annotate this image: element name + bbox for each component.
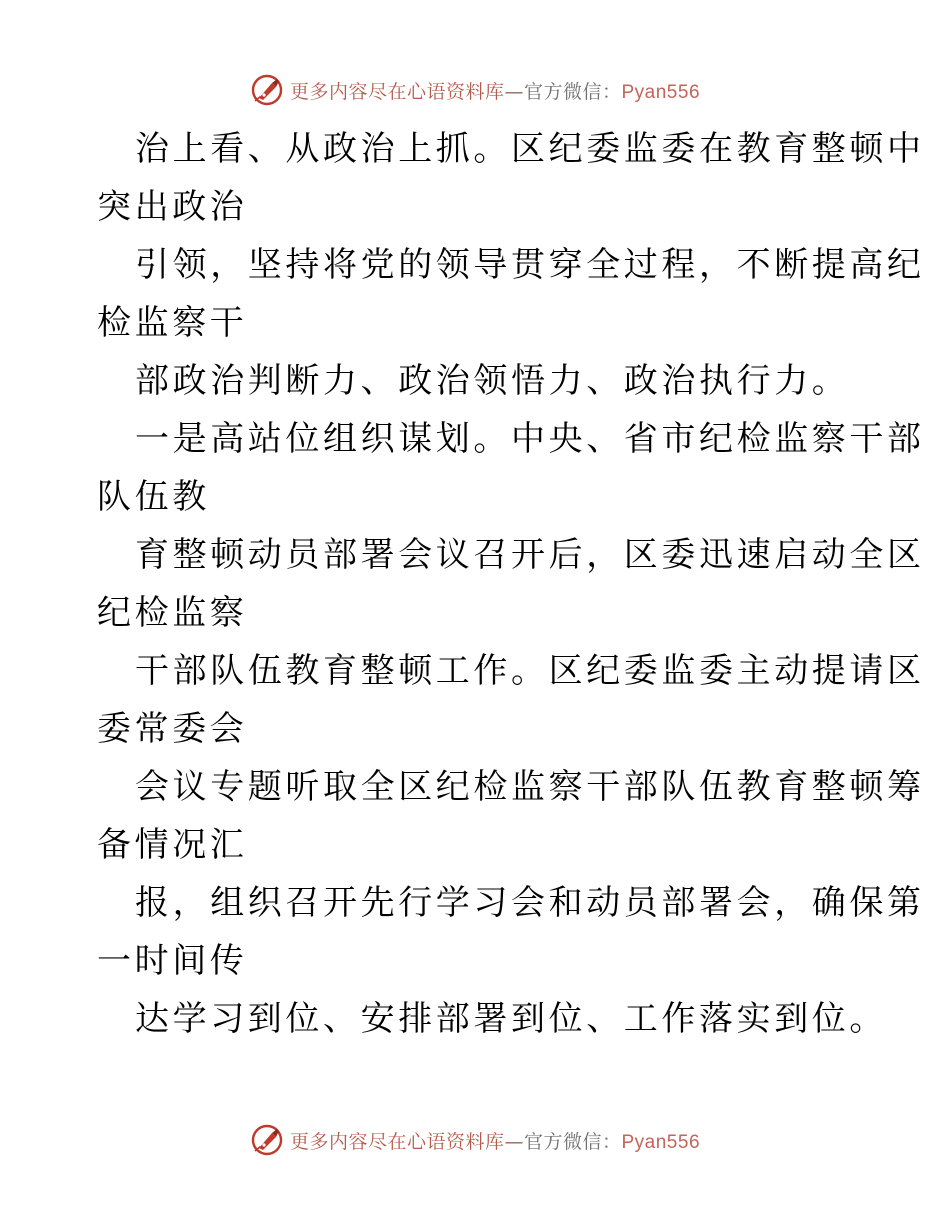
body-line: 干部队伍教育整顿工作。区纪委监委主动提请区	[135, 651, 925, 691]
body-line: 队伍教	[97, 477, 210, 517]
body-line: 备情况汇	[97, 825, 248, 865]
header-weixin-id: Pyan556	[621, 81, 701, 103]
body-line: 一是高站位组织谋划。中央、省市纪检监察干部	[135, 419, 925, 459]
body-line: 育整顿动员部署会议召开后，区委迅速启动全区	[135, 535, 925, 575]
header-dash: —	[504, 80, 524, 103]
body-line: 纪检监察	[97, 593, 248, 633]
body-line: 达学习到位、安排部署到位、工作落实到位。	[135, 999, 887, 1039]
footer-banner	[0, 1120, 950, 1160]
body-line: 治上看、从政治上抓。区纪委监委在教育整顿中	[135, 129, 925, 169]
pen-nib-logo-icon	[250, 1123, 284, 1157]
footer-weixin-id: Pyan556	[621, 1131, 701, 1153]
header-banner	[0, 70, 950, 110]
pen-nib-logo-icon	[250, 73, 284, 107]
body-line: 报，组织召开先行学习会和动员部署会，确保第	[135, 883, 925, 923]
header-brand-text: 更多内容尽在心语资料库	[289, 80, 505, 103]
footer-banner-text	[290, 1127, 700, 1154]
footer-weixin-label: 官方微信：	[523, 1130, 622, 1153]
footer-dash: —	[504, 1130, 524, 1153]
footer-brand-text: 更多内容尽在心语资料库	[289, 1130, 505, 1153]
header-weixin-label: 官方微信：	[523, 80, 622, 103]
body-line: 一时间传	[97, 941, 248, 981]
body-line: 委常委会	[97, 709, 248, 749]
body-line: 部政治判断力、政治领悟力、政治执行力。	[135, 361, 850, 401]
header-banner-text	[290, 77, 700, 104]
body-line: 引领，坚持将党的领导贯穿全过程，不断提高纪	[135, 245, 925, 285]
document-body	[97, 120, 925, 1048]
body-line: 会议专题听取全区纪检监察干部队伍教育整顿筹	[135, 767, 925, 807]
body-line: 突出政治	[97, 187, 248, 227]
body-line: 检监察干	[97, 303, 248, 343]
